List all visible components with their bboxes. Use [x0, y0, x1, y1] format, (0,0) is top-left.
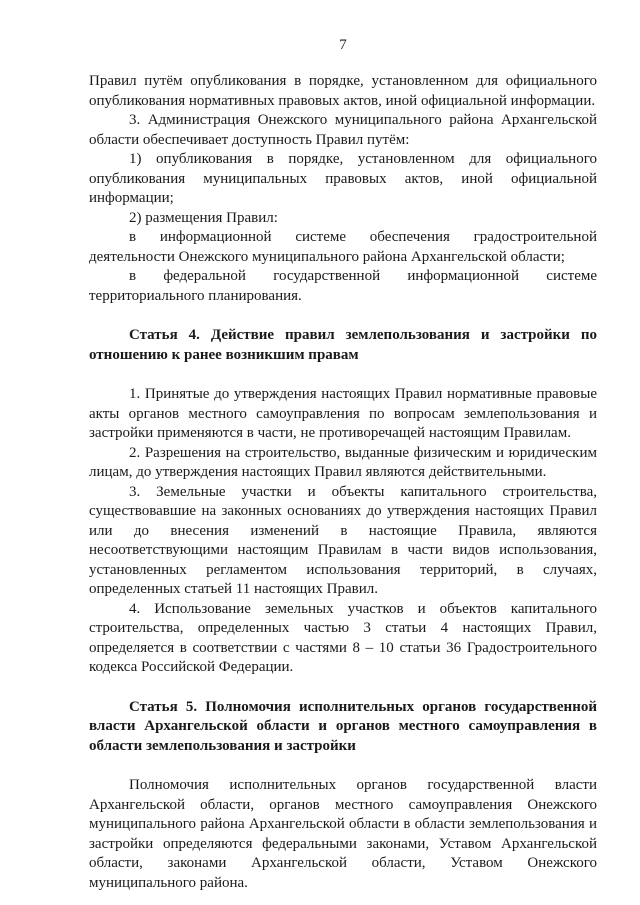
- article-4-heading: Статья 4. Действие правил землепользования и застройки по отношению к ранее возникшим правам: [89, 327, 597, 363]
- article-4-item-2: 2. Разрешения на строительство, выданные физическим и юридическим лицам, до утверждения настоящих Правил являются действительными.: [89, 444, 597, 480]
- page-number: 7: [339, 37, 347, 53]
- article-5-heading: Статья 5. Полномочия исполнительных органов государственной власти Архангельской области и органов местного самоуправления в области землепользования и застройки: [89, 698, 597, 754]
- document-page: [89, 36, 597, 893]
- article-4-item-3: 3. Земельные участки и объекты капитального строительства, существовавшие на законных основаниях до утверждения настоящих Правил или до внесения изменений в настоящие Правила, являются несоответствующими настоящим Правилам в части видов использования, установленных регламентом использования территорий, в случаях, определенных статьей 11 настоящих Правил.: [89, 483, 597, 597]
- article-4-item-4: 4. Использование земельных участков и объектов капитального строительства, определенных частью 3 статьи 4 настоящих Правил, определяется в соответствии с частями 8 – 10 статьи 36 Градостроительного кодекса Российской Федерации.: [89, 600, 597, 675]
- paragraph-continuation: Правил путём опубликования в порядке, установленном для официального опубликования нормативных правовых актов, иной официальной информации.: [89, 73, 597, 109]
- paragraph-subitem-2: 2) размещения Правил:: [129, 209, 278, 226]
- paragraph-federal-system: в федеральной государственной информационной системе территориального планирования.: [89, 268, 597, 304]
- article-4-item-1: 1. Принятые до утверждения настоящих Правил нормативные правовые акты органов местного самоуправления по вопросам землепользования и застройки применяются в части, не противоречащей настоящим Правилам.: [89, 386, 597, 441]
- paragraph-subitem-1: 1) опубликования в порядке, установленном для официального опубликования муниципальных правовых актов, иной официальной информации;: [89, 151, 597, 206]
- paragraph-info-system: в информационной системе обеспечения градостроительной деятельности Онежского муниципального района Архангельской области;: [89, 229, 597, 265]
- paragraph-item-3: 3. Администрация Онежского муниципального района Архангельской области обеспечивает доступность Правил путём:: [89, 112, 597, 148]
- article-5-paragraph: Полномочия исполнительных органов государственной власти Архангельской области, органов местного самоуправления Онежского муниципального района Архангельской области в области землепользования и застройки определяются федеральными законами, Уставом Архангельской области, законами Архангельской области, Уставом Онежского муниципального района.: [89, 777, 597, 891]
